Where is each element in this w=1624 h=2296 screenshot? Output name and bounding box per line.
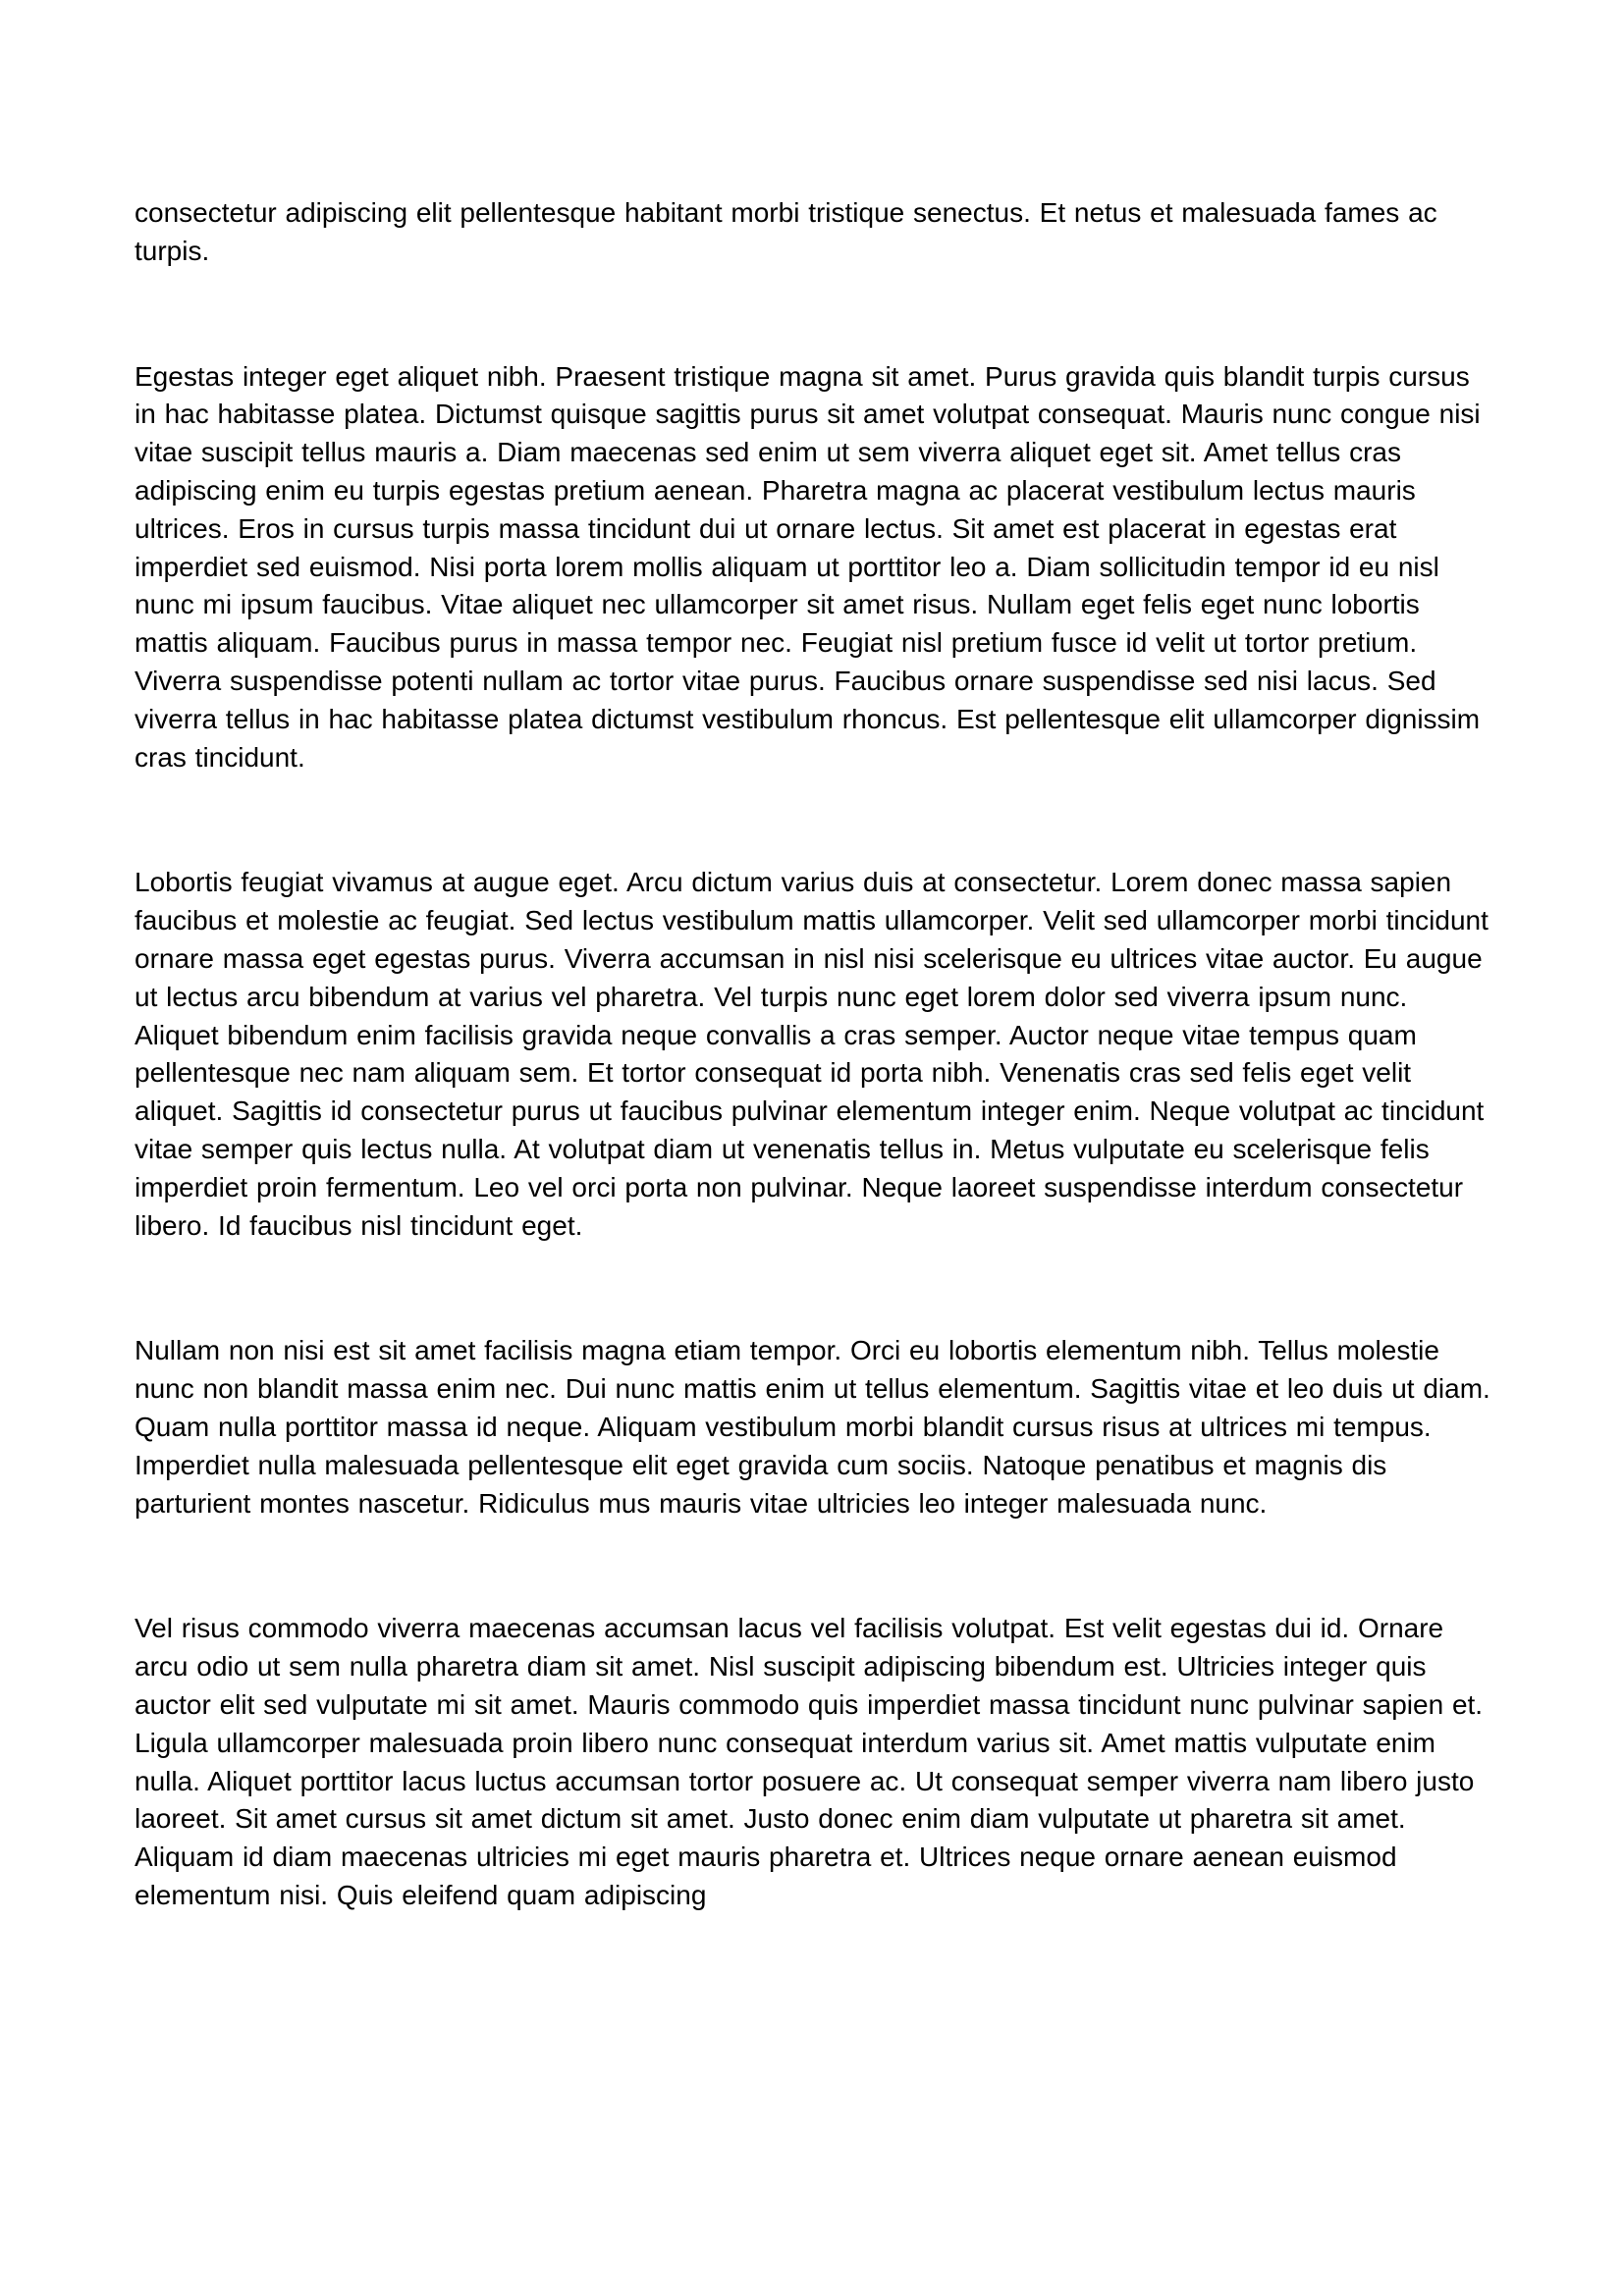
paragraph-vel-risus: Vel risus commodo viverra maecenas accumsan lacus vel facilisis volutpat. Est velit egestas dui id. Ornare arcu odio ut sem nulla pharetra diam sit amet. Nisl suscipit adipiscing bibendum est. Ultricies integer quis auctor elit sed vulputate mi sit amet. Mauris commodo quis imperdiet massa tincidunt nunc pulvinar sapien et. Ligula ullamcorper malesuada proin libero nunc consequat interdum varius sit. Amet mattis vulputate enim nulla. Aliquet porttitor lacus luctus accumsan tortor posuere ac. Ut consequat semper viverra nam libero justo laoreet. Sit amet cursus sit amet dictum sit amet. Justo donec enim diam vulputate ut pharetra sit amet. Aliquam id diam maecenas ultricies mi eget mauris pharetra et. Ultrices neque ornare aenean euismod elementum nisi. Quis eleifend quam adipiscing (135, 1613, 1484, 1910)
paragraph-nullam: Nullam non nisi est sit amet facilisis magna etiam tempor. Orci eu lobortis elementum nibh. Tellus molestie nunc non blandit massa enim nec. Dui nunc mattis enim ut tellus elementum. Sagittis vitae et leo duis ut diam. Quam nulla porttitor massa id neque. Aliquam vestibulum morbi blandit cursus risus at ultrices mi tempus. Imperdiet nulla malesuada pellentesque elit eget gravida cum sociis. Natoque penatibus et magnis dis parturient montes nascetur. Ridiculus mus mauris vitae ultricies leo integer malesuada nunc. (135, 1335, 1490, 1519)
paragraph-lobortis: Lobortis feugiat vivamus at augue eget. Arcu dictum varius duis at consectetur. Lorem donec massa sapien faucibus et molestie ac feugiat. Sed lectus vestibulum mattis ullamcorper. Velit sed ullamcorper morbi tincidunt ornare massa eget egestas purus. Viverra accumsan in nisl nisi scelerisque eu ultrices vitae auctor. Eu augue ut lectus arcu bibendum at varius vel pharetra. Vel turpis nunc eget lorem dolor sed viverra ipsum nunc. Aliquet bibendum enim facilisis gravida neque convallis a cras semper. Auctor neque vitae tempus quam pellentesque nec nam aliquam sem. Et tortor consequat id porta nibh. Venenatis cras sed felis eget velit aliquet. Sagittis id consectetur purus ut faucibus pulvinar elementum integer enim. Neque volutpat ac tincidunt vitae semper quis lectus nulla. At volutpat diam ut venenatis tellus in. Metus vulputate eu scelerisque felis imperdiet proin fermentum. Leo vel orci porta non pulvinar. Neque laoreet suspendisse interdum consectetur libero. Id faucibus nisl tincidunt eget. (135, 867, 1489, 1241)
page-content (135, 194, 1495, 1915)
paragraph-continuation: consectetur adipiscing elit pellentesque habitant morbi tristique senectus. Et netus et malesuada fames ac turpis. (135, 197, 1437, 266)
paragraph-egestas: Egestas integer eget aliquet nibh. Praesent tristique magna sit amet. Purus gravida quis blandit turpis cursus in hac habitasse platea. Dictumst quisque sagittis purus sit amet volutpat consequat. Mauris nunc congue nisi vitae suscipit tellus mauris a. Diam maecenas sed enim ut sem viverra aliquet eget sit. Amet tellus cras adipiscing enim eu turpis egestas pretium aenean. Pharetra magna ac placerat vestibulum lectus mauris ultrices. Eros in cursus turpis massa tincidunt dui ut ornare lectus. Sit amet est placerat in egestas erat imperdiet sed euismod. Nisi porta lorem mollis aliquam ut porttitor leo a. Diam sollicitudin tempor id eu nisl nunc mi ipsum faucibus. Vitae aliquet nec ullamcorper sit amet risus. Nullam eget felis eget nunc lobortis mattis aliquam. Faucibus purus in massa tempor nec. Feugiat nisl pretium fusce id velit ut tortor pretium. Viverra suspendisse potenti nullam ac tortor vitae purus. Faucibus ornare suspendisse sed nisi lacus. Sed viverra tellus in hac habitasse platea dictumst vestibulum rhoncus. Est pellentesque elit ullamcorper dignissim cras tincidunt. (135, 360, 1481, 773)
